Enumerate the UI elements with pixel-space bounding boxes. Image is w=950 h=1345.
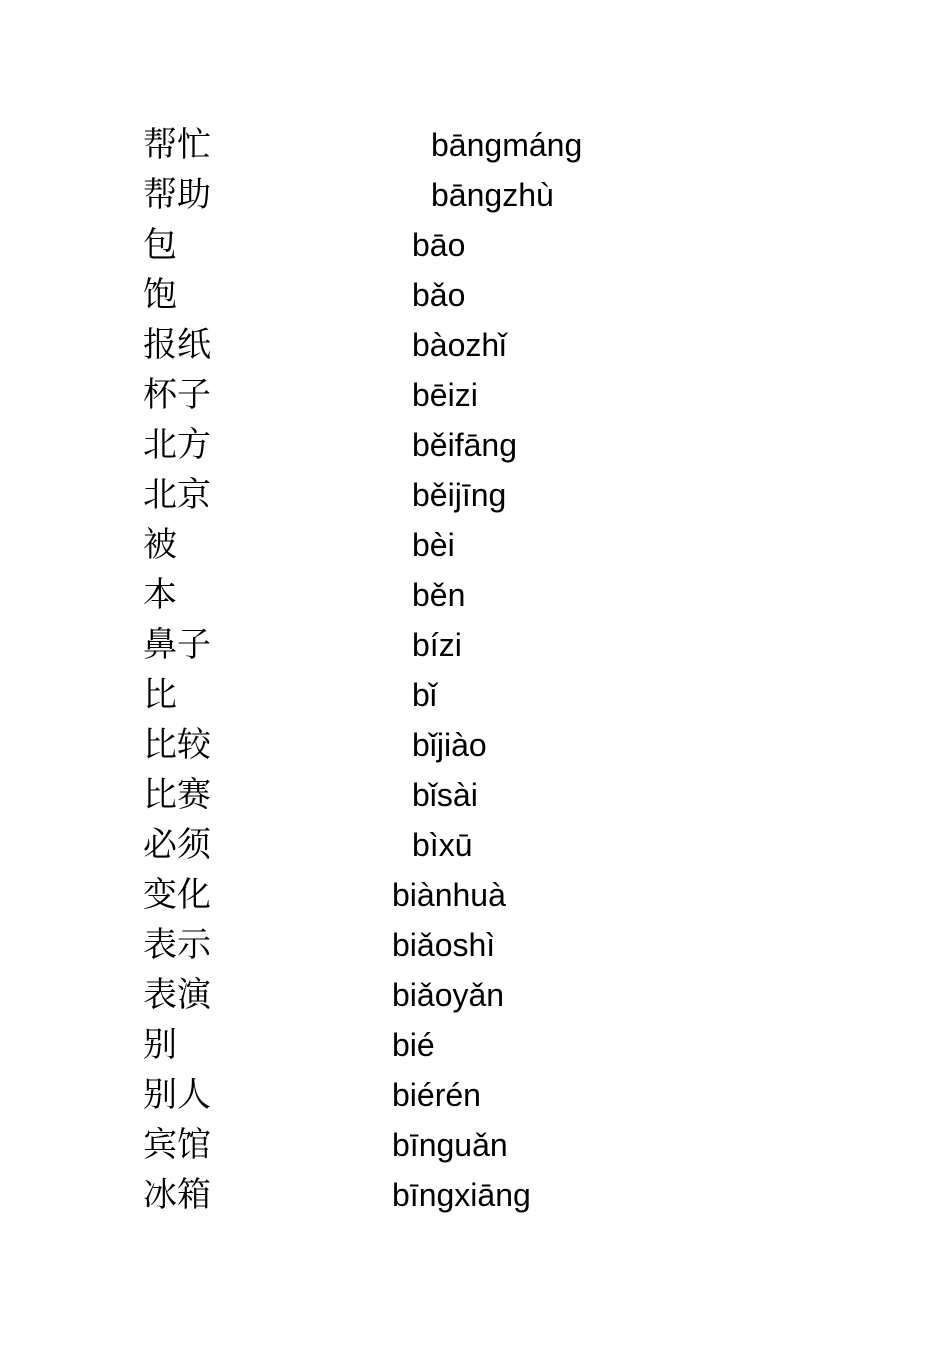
hanzi-text: 本 <box>143 575 177 615</box>
hanzi-text: 饱 <box>143 275 177 315</box>
hanzi-text: 表示 <box>143 925 211 965</box>
vocab-row <box>0 620 950 670</box>
vocab-row <box>0 920 950 970</box>
hanzi-text: 比赛 <box>143 775 211 815</box>
pinyin-text: bāo <box>412 227 466 263</box>
vocab-row <box>0 970 950 1020</box>
hanzi-text: 帮忙 <box>143 125 211 165</box>
vocab-row <box>0 270 950 320</box>
hanzi-text: 比较 <box>143 725 211 765</box>
hanzi-text: 宾馆 <box>143 1125 211 1165</box>
pinyin-text: bìxū <box>412 827 473 863</box>
pinyin-text: bǐjiào <box>412 727 487 763</box>
vocab-row <box>0 1020 950 1070</box>
vocab-row <box>0 520 950 570</box>
hanzi-text: 报纸 <box>143 325 211 365</box>
pinyin-text: bēizi <box>412 377 478 413</box>
pinyin-text: běijīng <box>412 477 507 513</box>
pinyin-text: biǎoyǎn <box>392 977 505 1013</box>
pinyin-text: bīnguǎn <box>392 1127 508 1163</box>
vocab-row <box>0 720 950 770</box>
vocab-row <box>0 1070 950 1120</box>
pinyin-text: bàozhǐ <box>412 327 507 363</box>
vocab-row <box>0 1120 950 1170</box>
pinyin-text: běn <box>412 577 466 613</box>
vocab-row <box>0 570 950 620</box>
vocab-row <box>0 470 950 520</box>
vocab-row <box>0 370 950 420</box>
hanzi-text: 别 <box>143 1025 177 1065</box>
hanzi-text: 包 <box>143 225 177 265</box>
pinyin-text: bāngzhù <box>431 177 554 213</box>
hanzi-text: 必须 <box>143 825 211 865</box>
pinyin-text: bǐsài <box>412 777 478 813</box>
pinyin-text: bǎo <box>412 277 466 313</box>
hanzi-text: 别人 <box>143 1075 211 1115</box>
pinyin-text: bāngmáng <box>431 127 583 163</box>
pinyin-text: bié <box>392 1027 435 1063</box>
pinyin-text: bǐ <box>412 677 437 713</box>
vocab-row <box>0 320 950 370</box>
hanzi-text: 比 <box>143 675 177 715</box>
hanzi-text: 杯子 <box>143 375 211 415</box>
pinyin-text: běifāng <box>412 427 517 463</box>
vocab-row <box>0 170 950 220</box>
hanzi-text: 变化 <box>143 875 211 915</box>
vocab-row <box>0 670 950 720</box>
pinyin-text: bèi <box>412 527 455 563</box>
pinyin-text: biànhuà <box>392 877 506 913</box>
hanzi-text: 北方 <box>143 425 211 465</box>
vocab-row <box>0 120 950 170</box>
vocab-row <box>0 770 950 820</box>
hanzi-text: 冰箱 <box>143 1175 211 1215</box>
hanzi-text: 表演 <box>143 975 211 1015</box>
vocab-row <box>0 420 950 470</box>
hanzi-text: 被 <box>143 525 177 565</box>
hanzi-text: 北京 <box>143 475 211 515</box>
vocab-row <box>0 870 950 920</box>
pinyin-text: biérén <box>392 1077 481 1113</box>
hanzi-text: 鼻子 <box>143 625 211 665</box>
hanzi-text: 帮助 <box>143 175 211 215</box>
pinyin-text: bīngxiāng <box>392 1177 531 1213</box>
vocab-row <box>0 220 950 270</box>
vocab-row <box>0 1170 950 1220</box>
pinyin-text: biǎoshì <box>392 927 496 963</box>
vocab-row <box>0 820 950 870</box>
pinyin-text: bízi <box>412 627 462 663</box>
